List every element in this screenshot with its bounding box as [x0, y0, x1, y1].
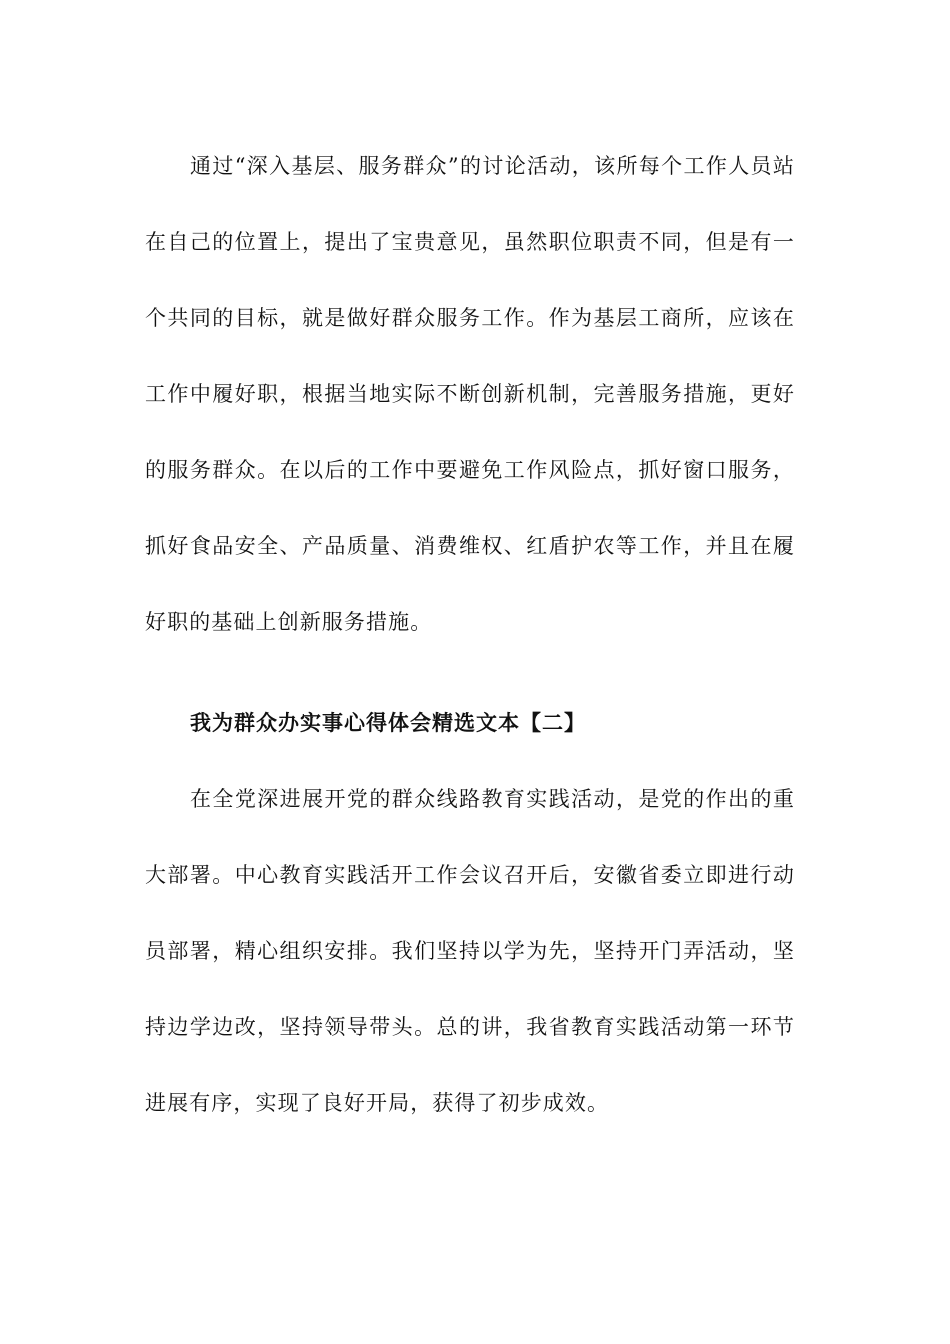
document-body — [145, 128, 795, 1141]
paragraph-1: 通过“深入基层、服务群众”的讨论活动，该所每个工作人员站在自己的位置上，提出了宝贵意见，虽然职位职责不同，但是有一个共同的目标，就是做好群众服务工作。作为基层工商所，应该在工作中履好职，根据当地实际不断创新机制，完善服务措施，更好的服务群众。在以后的工作中要避免工作风险点，抓好窗口服务，抓好食品安全、产品质量、消费维权、红盾护农等工作，并且在履好职的基础上创新服务措施。 — [145, 154, 795, 634]
paragraph-2: 在全党深进展开党的群众线路教育实践活动，是党的作出的重大部署。中心教育实践活开工作会议召开后，安徽省委立即进行动员部署，精心组织安排。我们坚持以学为先，坚持开门弄活动，坚持边学边改，坚持领导带头。总的讲，我省教育实践活动第一环节进展有序，实现了良好开局，获得了初步成效。 — [145, 787, 795, 1115]
section-heading: 我为群众办实事心得体会精选文本【二】 — [190, 711, 586, 735]
